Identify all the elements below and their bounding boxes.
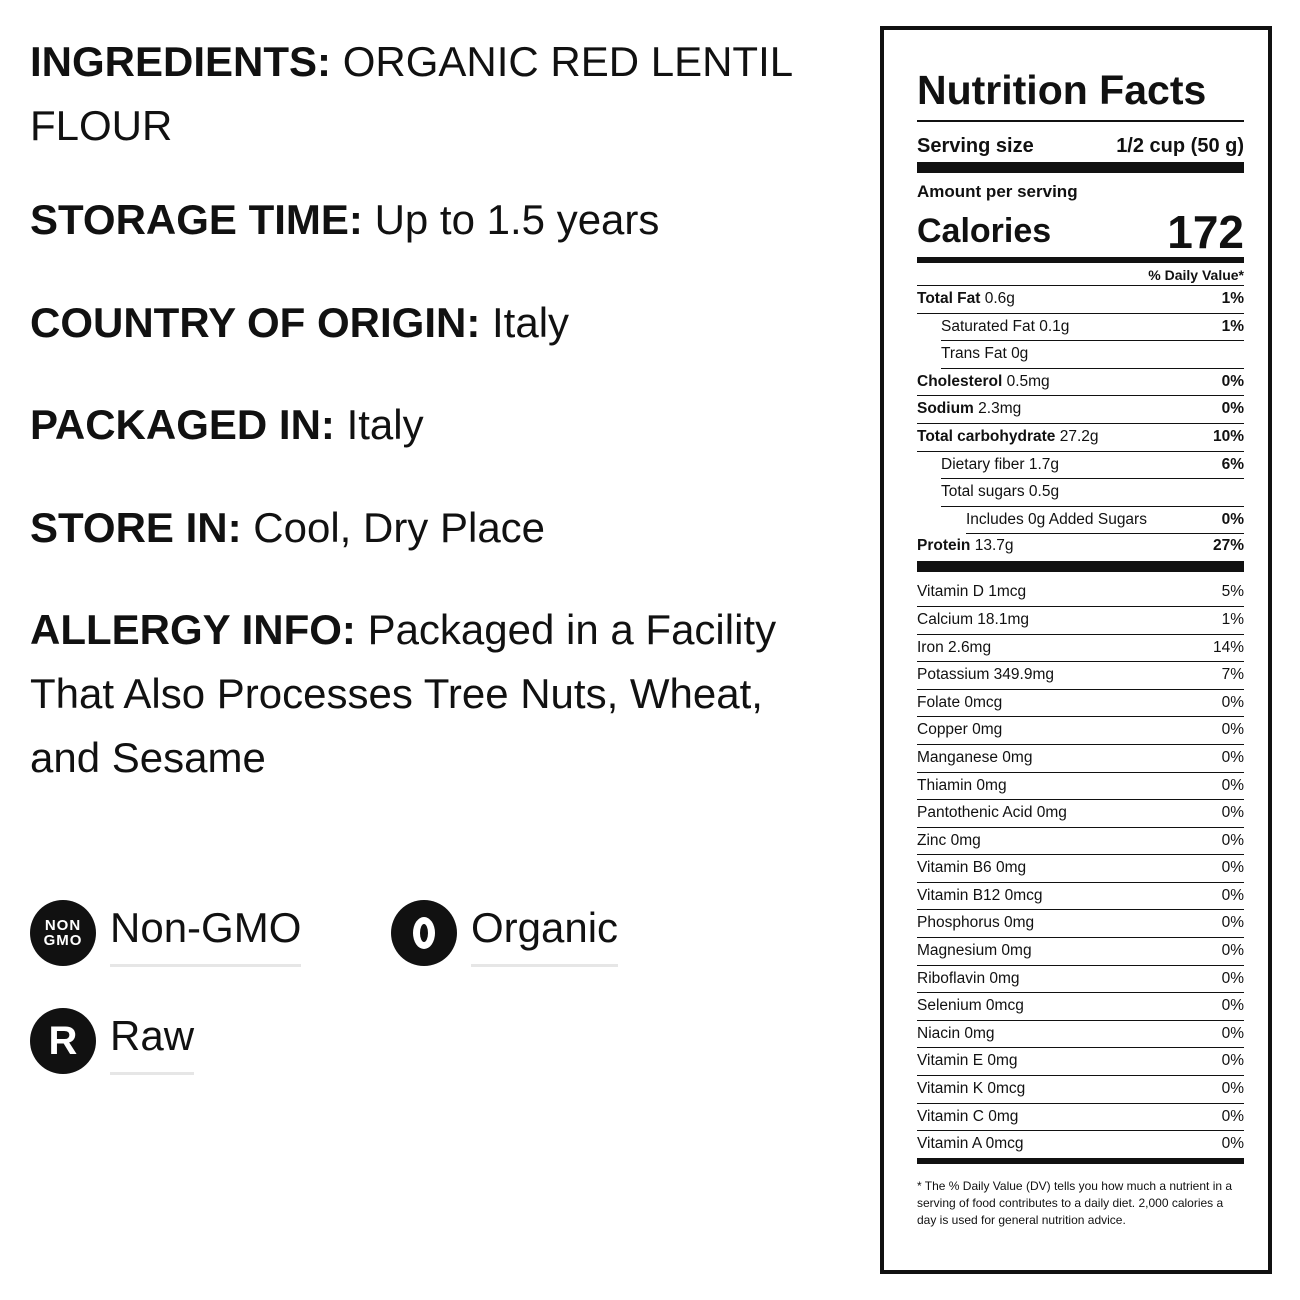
nutrient-percent: 10% [1212, 427, 1244, 445]
nutrient-row-added-sugars [966, 507, 1244, 535]
nutrient-name: Trans Fat [941, 345, 1007, 363]
nutrient-percent: 0% [1221, 400, 1244, 418]
micronutrient-row [917, 800, 1244, 828]
micronutrient-percent: 0% [1221, 1052, 1244, 1070]
nutrient-name: Protein [917, 537, 971, 555]
micronutrient-label: Vitamin E 0mg [917, 1052, 1018, 1070]
non-gmo-icon-text-bottom: GMO [43, 931, 83, 949]
micronutrient-label: Iron 2.6mg [917, 638, 992, 656]
ingredients-value: ORGANIC RED LENTIL FLOUR [30, 38, 792, 149]
nutrient-name: Total sugars [941, 483, 1025, 501]
organic-badge[interactable] [391, 898, 618, 967]
daily-value-header: % Daily Value* [917, 263, 1244, 286]
nutrient-row-dietary-fiber [941, 452, 1244, 480]
micronutrient-row [917, 635, 1244, 663]
nutrition-facts-panel [880, 26, 1272, 1274]
micronutrient-row [917, 828, 1244, 856]
micronutrient-label: Vitamin K 0mcg [917, 1080, 1026, 1098]
micronutrient-percent: 0% [1221, 1107, 1244, 1125]
serving-size-value: 1/2 cup (50 g) [1116, 135, 1244, 157]
micronutrient-row [917, 1076, 1244, 1104]
packaged-section [30, 393, 860, 457]
nutrient-amount: 27.2g [1059, 427, 1099, 445]
nutrient-row-total-carbohydrate [917, 424, 1244, 452]
raw-icon [30, 1008, 96, 1074]
nutrient-amount: 2.3mg [978, 400, 1022, 418]
micronutrient-row [917, 1048, 1244, 1076]
micronutrient-label: Manganese 0mg [917, 748, 1033, 766]
micronutrient-label: Magnesium 0mg [917, 942, 1032, 960]
micronutrient-label: Thiamin 0mg [917, 776, 1007, 794]
micronutrient-percent: 0% [1221, 859, 1244, 877]
micronutrient-percent: 0% [1221, 748, 1244, 766]
nutrient-row-trans-fat [941, 341, 1244, 369]
micronutrient-label: Vitamin D 1mcg [917, 583, 1027, 601]
origin-value: Italy [492, 299, 570, 346]
store-value: Cool, Dry Place [253, 504, 546, 551]
micronutrient-label: Selenium 0mcg [917, 997, 1024, 1015]
allergy-label: ALLERGY INFO: [30, 606, 356, 653]
storage-value: Up to 1.5 years [374, 196, 660, 243]
micronutrient-percent: 5% [1221, 583, 1244, 601]
micronutrient-percent: 14% [1212, 638, 1244, 656]
organic-icon-glyph [413, 917, 435, 949]
nutrient-name: Includes 0g Added Sugars [966, 510, 1147, 528]
micronutrient-label: Phosphorus 0mg [917, 914, 1035, 932]
micronutrient-percent: 0% [1221, 886, 1244, 904]
serving-size-label: Serving size [917, 135, 1034, 157]
micronutrient-percent: 0% [1221, 1135, 1244, 1153]
micronutrient-percent: 7% [1221, 666, 1244, 684]
nutrient-amount: 13.7g [974, 537, 1014, 555]
serving-size-row [917, 122, 1244, 173]
allergy-value: Packaged in a Facility That Also Processes Tree Nuts, Wheat, and Sesame [30, 606, 777, 781]
nutrient-row-total-fat [917, 286, 1244, 314]
micronutrient-label: Folate 0mcg [917, 693, 1003, 711]
micronutrient-percent: 0% [1221, 997, 1244, 1015]
micronutrient-percent: 0% [1221, 693, 1244, 711]
micronutrient-percent: 0% [1221, 831, 1244, 849]
micronutrient-percent: 0% [1221, 914, 1244, 932]
nutrient-name: Dietary fiber [941, 455, 1025, 473]
nutrient-name: Total carbohydrate [917, 427, 1056, 445]
non-gmo-badge[interactable] [30, 898, 301, 967]
micronutrient-label: Riboflavin 0mg [917, 969, 1020, 987]
micronutrient-percent: 0% [1221, 1080, 1244, 1098]
micronutrient-label: Vitamin C 0mg [917, 1107, 1019, 1125]
micronutrient-row [917, 883, 1244, 911]
micronutrient-label: Calcium 18.1mg [917, 610, 1029, 628]
nutrient-name: Sodium [917, 400, 974, 418]
micronutrient-label: Zinc 0mg [917, 831, 981, 849]
micronutrient-row [917, 938, 1244, 966]
micronutrient-label: Potassium 349.9mg [917, 666, 1054, 684]
amount-per-serving: Amount per serving [917, 182, 1078, 201]
micronutrient-percent: 0% [1221, 721, 1244, 739]
micronutrient-label: Copper 0mg [917, 721, 1003, 739]
micronutrient-row [917, 910, 1244, 938]
nutrient-amount: 0.1g [1039, 317, 1070, 335]
nutrient-amount: 0.6g [984, 290, 1015, 307]
nutrient-amount: 1.7g [1028, 455, 1060, 473]
micronutrient-list [917, 579, 1244, 1163]
nutrient-row-cholesterol [917, 369, 1244, 397]
storage-section [30, 188, 860, 252]
nutrient-amount: 0.5g [1028, 483, 1060, 501]
micronutrient-row [917, 690, 1244, 718]
micronutrient-percent: 0% [1221, 942, 1244, 960]
micronutrient-row [917, 579, 1244, 607]
nutrient-row-total-sugars [941, 479, 1244, 507]
non-gmo-label: Non-GMO [110, 898, 301, 967]
micronutrient-row [917, 855, 1244, 883]
raw-badge[interactable] [30, 1006, 194, 1075]
micronutrient-row [917, 1021, 1244, 1049]
nutrient-row-saturated-fat [941, 314, 1244, 342]
micronutrient-label: Vitamin B12 0mcg [917, 886, 1043, 904]
calories-value: 172 [1167, 206, 1244, 258]
micronutrient-row [917, 1131, 1244, 1164]
raw-icon-text: R [48, 1018, 78, 1063]
origin-label: COUNTRY OF ORIGIN: [30, 299, 481, 346]
storage-label: STORAGE TIME: [30, 196, 363, 243]
calories-label: Calories [917, 212, 1052, 250]
nutrient-amount: 0g [1011, 345, 1029, 363]
nutrient-percent: 27% [1212, 537, 1244, 555]
organic-icon [391, 900, 457, 966]
micronutrient-label: Niacin 0mg [917, 1024, 995, 1042]
organic-label: Organic [471, 898, 618, 967]
nutrient-percent: 1% [1221, 290, 1244, 307]
nutrient-percent: 0% [1221, 372, 1244, 390]
non-gmo-icon-text-top: NON [44, 916, 82, 934]
nutrient-row-protein [917, 534, 1244, 572]
micronutrient-percent: 0% [1221, 969, 1244, 987]
allergy-section [30, 598, 830, 790]
calories-row [917, 203, 1244, 263]
micronutrient-row [917, 966, 1244, 994]
micronutrient-label: Vitamin A 0mcg [917, 1135, 1024, 1153]
micronutrient-row [917, 662, 1244, 690]
store-label: STORE IN: [30, 504, 242, 551]
nutrient-name: Total Fat [917, 290, 981, 307]
ingredients-section [30, 30, 860, 158]
daily-value-footnote: * The % Daily Value (DV) tells you how much a nutrient in a serving of food contributes to a daily diet. 2,000 calories a day is used for general nutrition advice. [917, 1178, 1233, 1227]
nutrient-name: Cholesterol [917, 372, 1003, 390]
micronutrient-percent: 0% [1221, 804, 1244, 822]
nutrient-percent: 6% [1221, 455, 1244, 473]
micronutrient-percent: 0% [1221, 776, 1244, 794]
nutrition-title: Nutrition Facts [917, 66, 1244, 122]
nutrient-name: Saturated Fat [941, 317, 1035, 335]
packaged-label: PACKAGED IN: [30, 401, 335, 448]
micronutrient-percent: 1% [1221, 610, 1244, 628]
store-section [30, 496, 860, 560]
packaged-value: Italy [346, 401, 424, 448]
nutrient-row-sodium [917, 396, 1244, 424]
raw-label: Raw [110, 1006, 194, 1075]
ingredients-label: INGREDIENTS: [30, 38, 332, 85]
micronutrient-label: Vitamin B6 0mg [917, 859, 1027, 877]
micronutrient-percent: 0% [1221, 1024, 1244, 1042]
micronutrient-row [917, 773, 1244, 801]
micronutrient-row [917, 717, 1244, 745]
micronutrient-row [917, 1104, 1244, 1132]
non-gmo-icon [30, 900, 96, 966]
micronutrient-label: Pantothenic Acid 0mg [917, 804, 1067, 822]
micronutrient-row [917, 607, 1244, 635]
micronutrient-row [917, 993, 1244, 1021]
micronutrient-row [917, 745, 1244, 773]
nutrient-percent: 0% [1221, 510, 1244, 528]
nutrient-percent: 1% [1221, 317, 1244, 335]
nutrient-amount: 0.5mg [1006, 372, 1050, 390]
origin-section [30, 291, 860, 355]
